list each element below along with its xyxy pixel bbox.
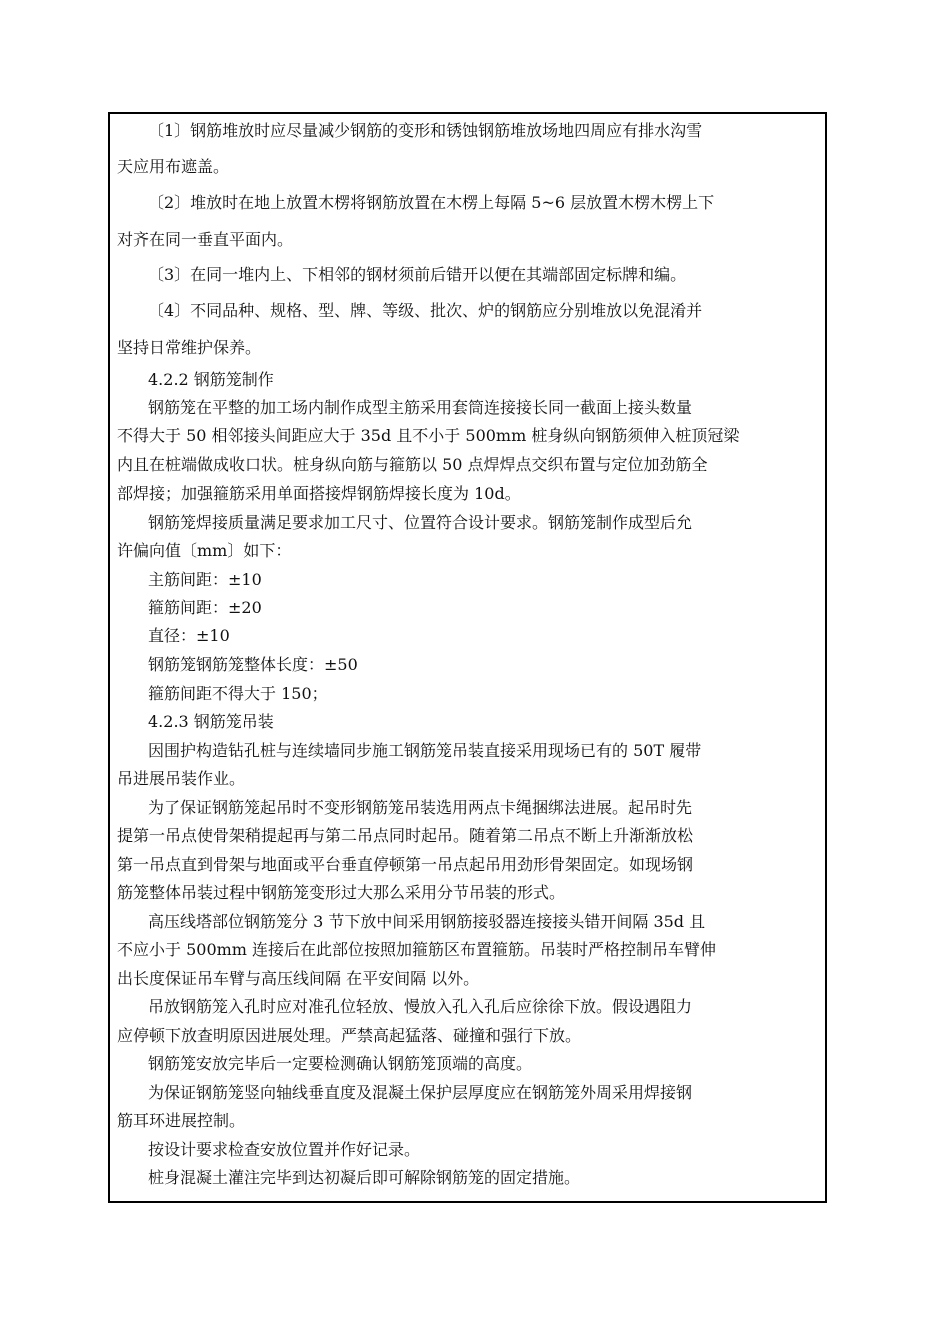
- text-line: 许偏向值〔mm〕如下：: [117, 541, 292, 560]
- text-line: 筋笼整体吊装过程中钢筋笼变形过大那么采用分节吊装的形式。: [117, 883, 566, 902]
- section-heading: 4.2.2 钢筋笼制作: [148, 370, 274, 389]
- text-line: 内且在桩端做成收口状。桩身纵向筋与箍筋以 50 点焊焊点交织布置与定位加劲筋全: [117, 455, 708, 474]
- text-line: 为保证钢筋笼竖向轴线垂直度及混凝土保护层厚度应在钢筋笼外周采用焊接钢: [148, 1083, 693, 1102]
- text-line: 应停顿下放查明原因进展处理。严禁高起猛落、碰撞和强行下放。: [117, 1026, 582, 1045]
- text-line: 不应小于 500mm 连接后在此部位按照加箍筋区布置箍筋。吊装时严格控制吊车臂伸: [117, 940, 717, 959]
- section-heading: 4.2.3 钢筋笼吊装: [148, 712, 274, 731]
- text-line: 天应用布遮盖。: [117, 157, 230, 176]
- text-line: 钢筋笼焊接质量满足要求加工尺寸、位置符合设计要求。钢筋笼制作成型后允: [148, 513, 693, 532]
- text-line: 〔1〕钢筋堆放时应尽量减少钢筋的变形和锈蚀钢筋堆放场地四周应有排水沟雪: [148, 121, 703, 140]
- text-line: 因围护构造钻孔桩与连续墙同步施工钢筋笼吊装直接采用现场已有的 50T 履带: [148, 741, 702, 760]
- text-line: 〔4〕不同品种、规格、型、牌、等级、批次、炉的钢筋应分别堆放以免混淆并: [148, 301, 703, 320]
- tolerance-item: 主筋间距：±10: [148, 570, 262, 589]
- text-line: 高压线塔部位钢筋笼分 3 节下放中间采用钢筋接驳器连接接头错开间隔 35d 且: [148, 912, 706, 931]
- tolerance-item: 直径：±10: [148, 626, 230, 645]
- text-line: 为了保证钢筋笼起吊时不变形钢筋笼吊装选用两点卡绳捆绑法进展。起吊时先: [148, 798, 693, 817]
- text-line: 吊进展吊装作业。: [117, 769, 246, 788]
- text-line: 按设计要求检查安放位置并作好记录。: [148, 1140, 421, 1159]
- tolerance-item: 箍筋间距不得大于 150；: [148, 684, 328, 703]
- text-line: 筋耳环进展控制。: [117, 1111, 246, 1130]
- text-line: 钢筋笼安放完毕后一定要检测确认钢筋笼顶端的高度。: [148, 1054, 533, 1073]
- text-line: 提第一吊点使骨架稍提起再与第二吊点同时起吊。随着第二吊点不断上升渐渐放松: [117, 826, 694, 845]
- text-line: 坚持日常维护保养。: [117, 338, 262, 357]
- text-line: 钢筋笼在平整的加工场内制作成型主筋采用套筒连接接长同一截面上接头数量: [148, 398, 693, 417]
- text-line: 出长度保证吊车臂与高压线间隔 在平安间隔 以外。: [117, 969, 480, 988]
- tolerance-item: 箍筋间距：±20: [148, 598, 262, 617]
- text-line: 〔2〕堆放时在地上放置木楞将钢筋放置在木楞上每隔 5~6 层放置木楞木楞上下: [148, 193, 715, 212]
- text-line: 第一吊点直到骨架与地面或平台垂直停顿第一吊点起吊用劲形骨架固定。如现场钢: [117, 855, 694, 874]
- text-line: 吊放钢筋笼入孔时应对准孔位轻放、慢放入孔入孔后应徐徐下放。假设遇阻力: [148, 997, 693, 1016]
- text-line: 部焊接；加强箍筋采用单面搭接焊钢筋焊接长度为 10d。: [117, 484, 521, 503]
- text-line: 桩身混凝土灌注完毕到达初凝后即可解除钢筋笼的固定措施。: [148, 1168, 581, 1187]
- text-line: 不得大于 50 相邻接头间距应大于 35d 且不小于 500mm 桩身纵向钢筋须伸入桩顶冠梁: [117, 426, 740, 445]
- text-line: 对齐在同一垂直平面内。: [117, 230, 294, 249]
- text-line: 〔3〕在同一堆内上、下相邻的钢材须前后错开以便在其端部固定标牌和编。: [148, 265, 687, 284]
- tolerance-item: 钢筋笼钢筋笼整体长度：±50: [148, 655, 358, 674]
